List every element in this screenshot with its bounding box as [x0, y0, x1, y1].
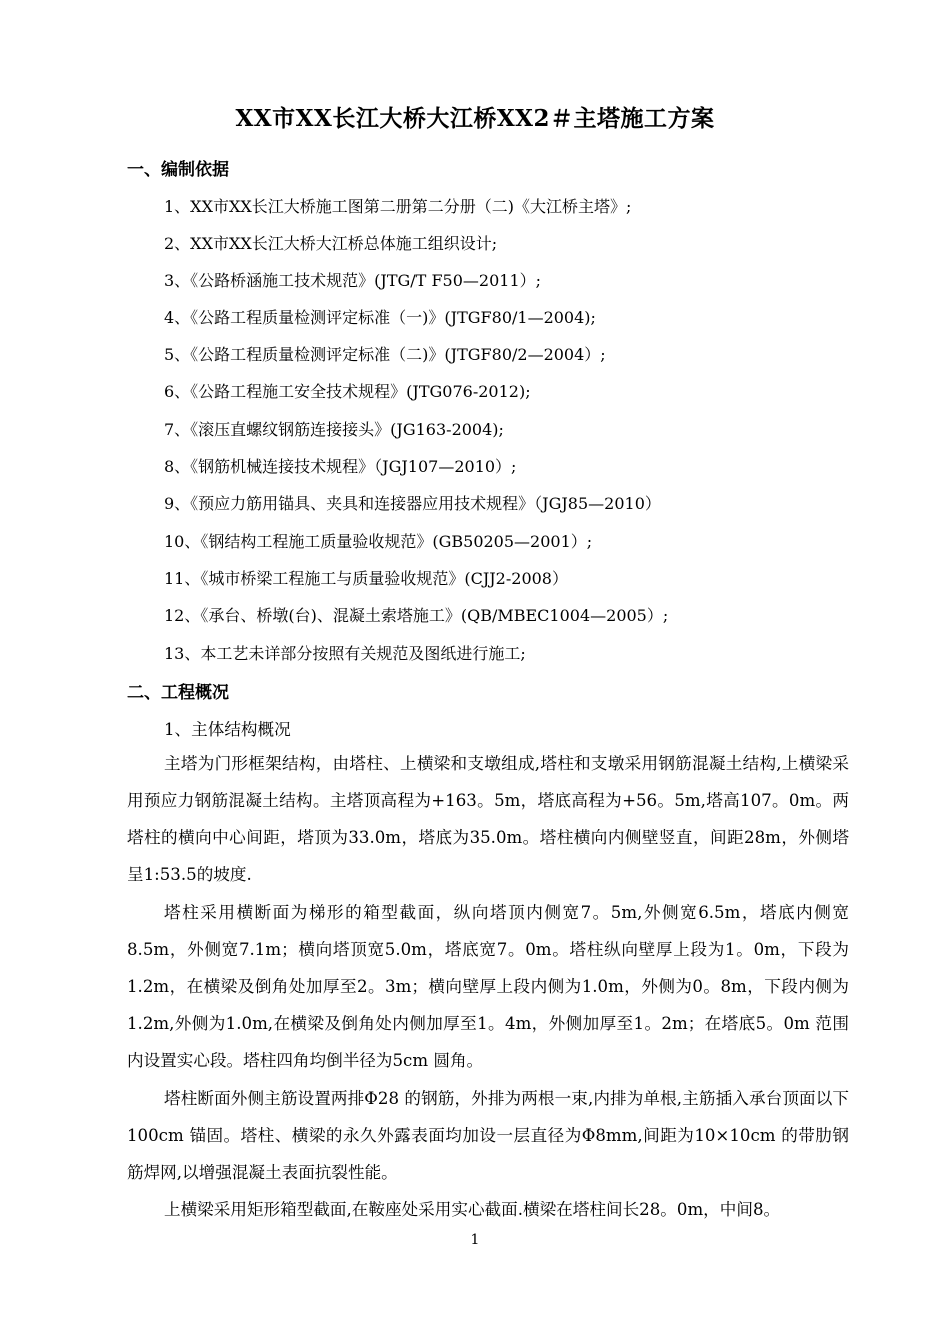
reference-item: 12、《承台、桥墩(台)、混凝土索塔施工》(QB/MBEC1004—2005）;	[164, 606, 669, 625]
reference-item: 1、XX市XX长江大桥施工图第二册第二分册（二)《大江桥主塔》;	[164, 197, 632, 216]
body-paragraph: 主塔为门形框架结构，由塔柱、上横梁和支墩组成,塔柱和支墩采用钢筋混凝土结构,上横梁采用预应力钢筋混凝土结构。主塔顶高程为+163。5m，塔底高程为+56。5m,塔高107。0m。两塔柱的横向中心间距，塔顶为33.0m，塔底为35.0m。塔柱横向内侧壁竖直，间距28m，外侧塔呈1:53.5的坡度.	[127, 754, 849, 884]
reference-item: 4、《公路工程质量检测评定标准（一)》(JTGF80/1—2004);	[164, 308, 596, 327]
subsection-heading: 1、主体结构概况	[164, 720, 291, 739]
reference-item: 2、XX市XX长江大桥大江桥总体施工组织设计;	[164, 234, 498, 253]
section-heading-basis: 一、编制依据	[127, 160, 229, 180]
reference-item: 13、本工艺未详部分按照有关规范及图纸进行施工;	[164, 644, 526, 663]
section-heading-overview: 二、工程概况	[127, 683, 229, 703]
document-title: XX市XX长江大桥大江桥XX2＃主塔施工方案	[235, 105, 715, 132]
reference-item: 10、《钢结构工程施工质量验收规范》(GB50205—2001）;	[164, 532, 593, 551]
reference-item: 3、《公路桥涵施工技术规范》(JTG/T F50—2011）;	[164, 271, 542, 290]
body-paragraph: 塔柱采用横断面为梯形的箱型截面，纵向塔顶内侧宽7。5m,外侧宽6.5m，塔底内侧宽8.5m，外侧宽7.1m；横向塔顶宽5.0m，塔底宽7。0m。塔柱纵向壁厚上段为1。0m，下段为1.2m，在横梁及倒角处加厚至2。3m；横向壁厚上段内侧为1.0m，外侧为0。8m，下段内侧为1.2m,外侧为1.0m,在横梁及倒角处内侧加厚至1。4m，外侧加厚至1。2m；在塔底5。0m 范围内设置实心段。塔柱四角均倒半径为5cm 圆角。	[127, 903, 849, 1070]
reference-item: 7、《滚压直螺纹钢筋连接接头》(JG163-2004);	[164, 420, 504, 439]
reference-item: 5、《公路工程质量检测评定标准（二)》(JTGF80/2—2004）;	[164, 345, 606, 364]
page-number: 1	[470, 1232, 480, 1248]
reference-item: 11、《城市桥梁工程施工与质量验收规范》(CJJ2-2008）	[164, 569, 568, 588]
body-paragraph: 塔柱断面外侧主筋设置两排Φ28 的钢筋，外排为两根一束,内排为单根,主筋插入承台顶面以下100cm 锚固。塔柱、横梁的永久外露表面均加设一层直径为Φ8mm,间距为10×10cm 的带肋钢筋焊网,以增强混凝土表面抗裂性能。	[127, 1089, 849, 1182]
reference-item: 8、《钢筋机械连接技术规程》（JGJ107—2010）;	[164, 457, 517, 476]
reference-item: 9、《预应力筋用锚具、夹具和连接器应用技术规程》（JGJ85—2010）	[164, 494, 661, 513]
body-paragraph: 上横梁采用矩形箱型截面,在鞍座处采用实心截面.横梁在塔柱间长28。0m，中间8。	[164, 1200, 781, 1219]
reference-item: 6、《公路工程施工安全技术规程》(JTG076-2012);	[164, 382, 531, 401]
